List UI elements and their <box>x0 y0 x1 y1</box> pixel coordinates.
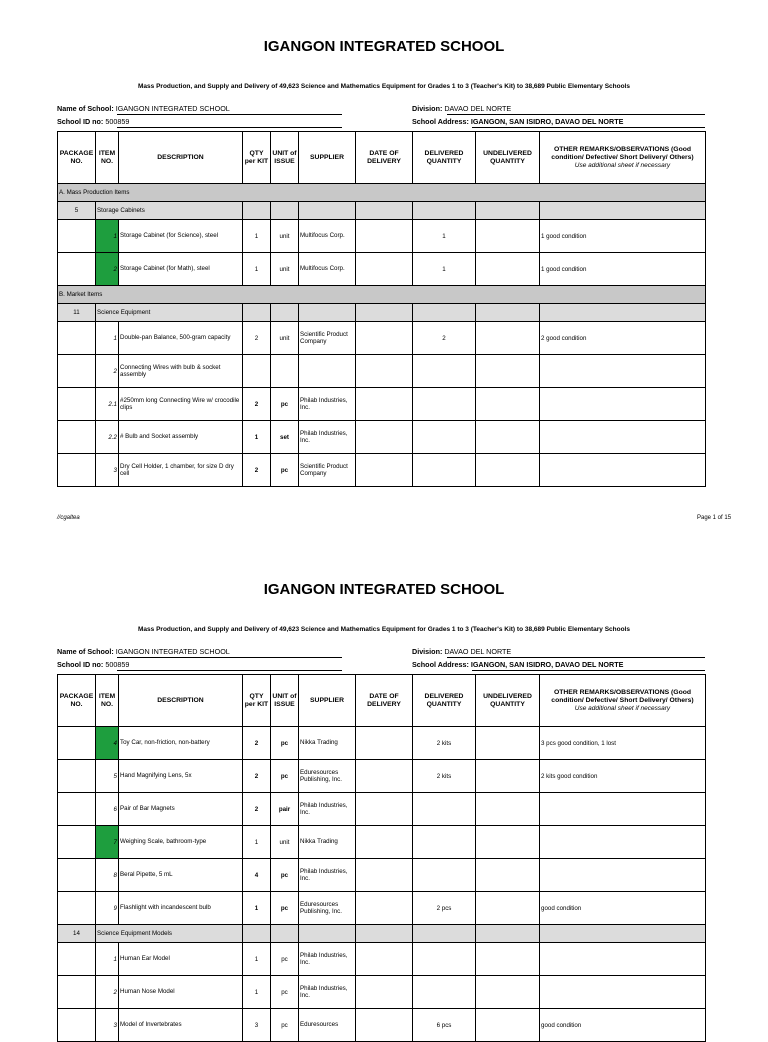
item-number: 2.2 <box>96 421 119 454</box>
package-cell <box>58 976 96 1009</box>
delivered-quantity <box>413 355 476 388</box>
address-value: IGANGON, SAN ISIDRO, DAVAO DEL NORTE <box>470 117 624 126</box>
undelivered-quantity <box>476 322 540 355</box>
remarks <box>540 976 706 1009</box>
delivered-quantity <box>413 454 476 487</box>
qty-per-kit: 2 <box>243 454 271 487</box>
delivered-quantity <box>413 388 476 421</box>
date-of-delivery <box>356 826 413 859</box>
item-description: Hand Magnifying Lens, 5x <box>119 760 243 793</box>
underline <box>472 127 705 128</box>
col-qty: QTY per KIT <box>243 675 271 727</box>
item-number: 3 <box>96 1009 119 1042</box>
remarks: good condition <box>540 1009 706 1042</box>
col-description: DESCRIPTION <box>119 675 243 727</box>
supplier: Eduresources Publishing, Inc. <box>299 892 356 925</box>
rows-top <box>58 727 706 925</box>
supplier: Eduresources <box>299 1009 356 1042</box>
remarks <box>540 859 706 892</box>
item-description: Double-pan Balance, 500-gram capacity <box>119 322 243 355</box>
remarks: 1 good condition <box>540 220 706 253</box>
school-name-line <box>57 104 230 113</box>
school-name-value: IGANGON INTEGRATED SCHOOL <box>115 104 230 113</box>
delivered-quantity <box>413 421 476 454</box>
qty-per-kit: 1 <box>243 943 271 976</box>
package-label: Science Equipment <box>96 304 243 322</box>
item-number: 6 <box>96 793 119 826</box>
package-cell <box>58 826 96 859</box>
table-row <box>58 220 706 253</box>
qty-per-kit: 2 <box>243 322 271 355</box>
date-of-delivery <box>356 220 413 253</box>
date-of-delivery <box>356 355 413 388</box>
school-id-label: School ID no: <box>57 660 104 669</box>
rows-b <box>58 322 706 487</box>
item-number: 4 <box>96 727 119 760</box>
section-row <box>58 184 706 202</box>
col-item: ITEM NO. <box>96 132 119 184</box>
date-of-delivery <box>356 253 413 286</box>
school-name-value: IGANGON INTEGRATED SCHOOL <box>115 647 230 656</box>
date-of-delivery <box>356 454 413 487</box>
undelivered-quantity <box>476 760 540 793</box>
footer-author: //cgaltea <box>57 515 80 521</box>
supplier: Scientific Product Company <box>299 322 356 355</box>
address-value: IGANGON, SAN ISIDRO, DAVAO DEL NORTE <box>470 660 624 669</box>
division-line <box>412 104 511 113</box>
package-label: Storage Cabinets <box>96 202 243 220</box>
date-of-delivery <box>356 976 413 1009</box>
package-cell <box>58 355 96 388</box>
col-delivered: DELIVERED QUANTITY <box>413 132 476 184</box>
table-row <box>58 355 706 388</box>
supplier: Nikka Trading <box>299 727 356 760</box>
undelivered-quantity <box>476 727 540 760</box>
supplier: Philab Industries, Inc. <box>299 421 356 454</box>
table-header-row <box>58 675 706 727</box>
underline <box>117 657 342 658</box>
item-description: Human Nose Model <box>119 976 243 1009</box>
col-package: PACKAGE NO. <box>58 132 96 184</box>
remarks-note: Use additional sheet if necessary <box>574 704 671 712</box>
qty-per-kit: 3 <box>243 1009 271 1042</box>
remarks <box>540 454 706 487</box>
undelivered-quantity <box>476 388 540 421</box>
unit-of-issue: pc <box>271 892 299 925</box>
delivered-quantity: 2 pcs <box>413 892 476 925</box>
package-row <box>58 202 706 220</box>
item-description: Human Ear Model <box>119 943 243 976</box>
qty-per-kit <box>243 355 271 388</box>
supplier: Philab Industries, Inc. <box>299 388 356 421</box>
package-cell <box>58 1009 96 1042</box>
school-title: IGANGON INTEGRATED SCHOOL <box>263 581 505 598</box>
remarks <box>540 826 706 859</box>
delivered-quantity: 2 <box>413 322 476 355</box>
division-label: Division: <box>412 647 443 656</box>
section-b-label: B. Market Items <box>58 286 706 304</box>
delivered-quantity: 1 <box>413 253 476 286</box>
table-row <box>58 760 706 793</box>
item-description: Model of Invertebrates <box>119 1009 243 1042</box>
unit-of-issue: pc <box>271 454 299 487</box>
supplier: Philab Industries, Inc. <box>299 859 356 892</box>
item-description: # Bulb and Socket assembly <box>119 421 243 454</box>
supplier: Nikka Trading <box>299 826 356 859</box>
underline <box>117 127 342 128</box>
division-label: Division: <box>412 104 443 113</box>
col-date: DATE OF DELIVERY <box>356 675 413 727</box>
date-of-delivery <box>356 322 413 355</box>
table-row <box>58 826 706 859</box>
package-cell <box>58 220 96 253</box>
undelivered-quantity <box>476 355 540 388</box>
underline <box>117 114 342 115</box>
unit-of-issue: unit <box>271 253 299 286</box>
package-number: 11 <box>58 304 96 322</box>
qty-per-kit: 1 <box>243 421 271 454</box>
undelivered-quantity <box>476 1009 540 1042</box>
unit-of-issue: pc <box>271 760 299 793</box>
item-description: Flashlight with incandescent bulb <box>119 892 243 925</box>
remarks: 2 good condition <box>540 322 706 355</box>
table-header-row <box>58 132 706 184</box>
supplier: Philab Industries, Inc. <box>299 793 356 826</box>
item-number: 2 <box>96 355 119 388</box>
remarks <box>540 793 706 826</box>
supplier: Multifocus Corp. <box>299 253 356 286</box>
date-of-delivery <box>356 793 413 826</box>
remarks-heading: OTHER REMARKS/OBSERVATIONS (Good condition/ Defective/ Short Delivery/ Others) <box>551 688 694 704</box>
unit-of-issue: pc <box>271 859 299 892</box>
unit-of-issue: pc <box>271 943 299 976</box>
item-description: Weighing Scale, bathroom-type <box>119 826 243 859</box>
supplier: Philab Industries, Inc. <box>299 943 356 976</box>
package-cell <box>58 943 96 976</box>
col-undelivered: UNDELIVERED QUANTITY <box>476 675 540 727</box>
item-description: Dry Cell Holder, 1 chamber, for size D dry cell <box>119 454 243 487</box>
division-value: DAVAO DEL NORTE <box>444 647 512 656</box>
item-number: 2.1 <box>96 388 119 421</box>
unit-of-issue: pc <box>271 976 299 1009</box>
item-description: Pair of Bar Magnets <box>119 793 243 826</box>
date-of-delivery <box>356 1009 413 1042</box>
package-label: Science Equipment Models <box>96 925 243 943</box>
item-description: Storage Cabinet (for Math), steel <box>119 253 243 286</box>
supplier: Scientific Product Company <box>299 454 356 487</box>
qty-per-kit: 1 <box>243 220 271 253</box>
item-number: 1 <box>96 943 119 976</box>
undelivered-quantity <box>476 253 540 286</box>
remarks-heading: OTHER REMARKS/OBSERVATIONS (Good condition/ Defective/ Short Delivery/ Others) <box>551 145 694 161</box>
unit-of-issue: pc <box>271 1009 299 1042</box>
address-line <box>412 117 623 126</box>
delivered-quantity <box>413 859 476 892</box>
remarks: 3 pcs good condition, 1 lost <box>540 727 706 760</box>
package-cell <box>58 727 96 760</box>
school-id-value: 500859 <box>105 660 130 669</box>
school-id-value: 500859 <box>105 117 130 126</box>
item-description: Toy Car, non-friction, non-battery <box>119 727 243 760</box>
date-of-delivery <box>356 943 413 976</box>
school-id-label: School ID no: <box>57 117 104 126</box>
table-row <box>58 421 706 454</box>
package-cell <box>58 793 96 826</box>
item-number: 2 <box>96 976 119 1009</box>
qty-per-kit: 1 <box>243 892 271 925</box>
inventory-table <box>57 674 706 1042</box>
package-number: 14 <box>58 925 96 943</box>
item-description: Connecting Wires with bulb & socket assembly <box>119 355 243 388</box>
table-row <box>58 727 706 760</box>
qty-per-kit: 1 <box>243 976 271 1009</box>
table-row <box>58 388 706 421</box>
delivered-quantity: 6 pcs <box>413 1009 476 1042</box>
remarks: good condition <box>540 892 706 925</box>
col-qty: QTY per KIT <box>243 132 271 184</box>
undelivered-quantity <box>476 859 540 892</box>
section-a-label: A. Mass Production Items <box>58 184 706 202</box>
date-of-delivery <box>356 727 413 760</box>
undelivered-quantity <box>476 220 540 253</box>
table-row <box>58 793 706 826</box>
remarks <box>540 388 706 421</box>
delivered-quantity <box>413 943 476 976</box>
col-unit: UNIT of ISSUE <box>271 132 299 184</box>
qty-per-kit: 2 <box>243 793 271 826</box>
date-of-delivery <box>356 760 413 793</box>
package-cell <box>58 760 96 793</box>
item-number: 1 <box>96 322 119 355</box>
qty-per-kit: 1 <box>243 826 271 859</box>
item-number: 1 <box>96 220 119 253</box>
supplier <box>299 355 356 388</box>
rows-models <box>58 943 706 1042</box>
document-page-2 <box>0 543 768 1029</box>
item-description: Storage Cabinet (for Science), steel <box>119 220 243 253</box>
package-row <box>58 925 706 943</box>
undelivered-quantity <box>476 421 540 454</box>
remarks <box>540 943 706 976</box>
unit-of-issue: unit <box>271 220 299 253</box>
qty-per-kit: 2 <box>243 760 271 793</box>
package-cell <box>58 388 96 421</box>
unit-of-issue: unit <box>271 322 299 355</box>
date-of-delivery <box>356 388 413 421</box>
col-item: ITEM NO. <box>96 675 119 727</box>
table-row <box>58 253 706 286</box>
address-line <box>412 660 623 669</box>
qty-per-kit: 1 <box>243 253 271 286</box>
delivered-quantity <box>413 826 476 859</box>
unit-of-issue: pair <box>271 793 299 826</box>
remarks <box>540 355 706 388</box>
item-number: 9 <box>96 892 119 925</box>
division-line <box>412 647 511 656</box>
school-name-label: Name of School: <box>57 104 114 113</box>
item-description: Beral Pipette, 5 mL <box>119 859 243 892</box>
document-subtitle: Mass Production, and Supply and Delivery of 49,623 Science and Mathematics Equipment for Grades 1 to 3 (Teacher's Kit) to 38,689 Public Elementary Schools <box>138 626 630 633</box>
unit-of-issue: pc <box>271 727 299 760</box>
unit-of-issue: pc <box>271 388 299 421</box>
page-number: Page 1 of 15 <box>697 515 732 521</box>
underline <box>447 657 705 658</box>
school-id-line <box>57 660 129 669</box>
package-cell <box>58 859 96 892</box>
undelivered-quantity <box>476 454 540 487</box>
school-name-line <box>57 647 230 656</box>
remarks: 1 good condition <box>540 253 706 286</box>
delivered-quantity: 2 kits <box>413 727 476 760</box>
delivered-quantity <box>413 976 476 1009</box>
package-cell <box>58 253 96 286</box>
col-supplier: SUPPLIER <box>299 132 356 184</box>
table-row <box>58 1009 706 1042</box>
division-value: DAVAO DEL NORTE <box>444 104 512 113</box>
table-row <box>58 454 706 487</box>
supplier: Philab Industries, Inc. <box>299 976 356 1009</box>
undelivered-quantity <box>476 976 540 1009</box>
col-date: DATE OF DELIVERY <box>356 132 413 184</box>
item-description: #250mm long Connecting Wire w/ crocodile clips <box>119 388 243 421</box>
undelivered-quantity <box>476 826 540 859</box>
supplier: Multifocus Corp. <box>299 220 356 253</box>
qty-per-kit: 4 <box>243 859 271 892</box>
col-remarks <box>540 132 706 184</box>
unit-of-issue: unit <box>271 826 299 859</box>
unit-of-issue: set <box>271 421 299 454</box>
document-subtitle: Mass Production, and Supply and Delivery of 49,623 Science and Mathematics Equipment for Grades 1 to 3 (Teacher's Kit) to 38,689 Public Elementary Schools <box>138 83 630 90</box>
col-remarks <box>540 675 706 727</box>
package-cell <box>58 892 96 925</box>
supplier: Eduresources Publishing, Inc. <box>299 760 356 793</box>
qty-per-kit: 2 <box>243 388 271 421</box>
undelivered-quantity <box>476 793 540 826</box>
table-row <box>58 976 706 1009</box>
package-row <box>58 304 706 322</box>
address-label: School Address: <box>412 660 469 669</box>
col-unit: UNIT of ISSUE <box>271 675 299 727</box>
col-description: DESCRIPTION <box>119 132 243 184</box>
package-cell <box>58 322 96 355</box>
remarks: 2 kits good condition <box>540 760 706 793</box>
date-of-delivery <box>356 421 413 454</box>
table-row <box>58 943 706 976</box>
address-label: School Address: <box>412 117 469 126</box>
col-supplier: SUPPLIER <box>299 675 356 727</box>
remarks <box>540 421 706 454</box>
underline <box>117 670 342 671</box>
table-row <box>58 322 706 355</box>
col-undelivered: UNDELIVERED QUANTITY <box>476 132 540 184</box>
undelivered-quantity <box>476 892 540 925</box>
package-cell <box>58 454 96 487</box>
unit-of-issue <box>271 355 299 388</box>
item-number: 3 <box>96 454 119 487</box>
delivered-quantity <box>413 793 476 826</box>
underline <box>472 670 705 671</box>
item-number: 5 <box>96 760 119 793</box>
date-of-delivery <box>356 892 413 925</box>
table-row <box>58 859 706 892</box>
undelivered-quantity <box>476 943 540 976</box>
remarks-note: Use additional sheet if necessary <box>574 161 671 169</box>
underline <box>447 114 705 115</box>
delivered-quantity: 1 <box>413 220 476 253</box>
col-delivered: DELIVERED QUANTITY <box>413 675 476 727</box>
table-row <box>58 892 706 925</box>
school-title: IGANGON INTEGRATED SCHOOL <box>263 38 505 55</box>
item-number: 8 <box>96 859 119 892</box>
package-number: 5 <box>58 202 96 220</box>
school-id-line <box>57 117 129 126</box>
col-package: PACKAGE NO. <box>58 675 96 727</box>
section-row <box>58 286 706 304</box>
school-name-label: Name of School: <box>57 647 114 656</box>
delivered-quantity: 2 kits <box>413 760 476 793</box>
item-number: 2 <box>96 253 119 286</box>
rows-a <box>58 220 706 286</box>
inventory-table <box>57 131 706 487</box>
item-number: 7 <box>96 826 119 859</box>
date-of-delivery <box>356 859 413 892</box>
qty-per-kit: 2 <box>243 727 271 760</box>
package-cell <box>58 421 96 454</box>
